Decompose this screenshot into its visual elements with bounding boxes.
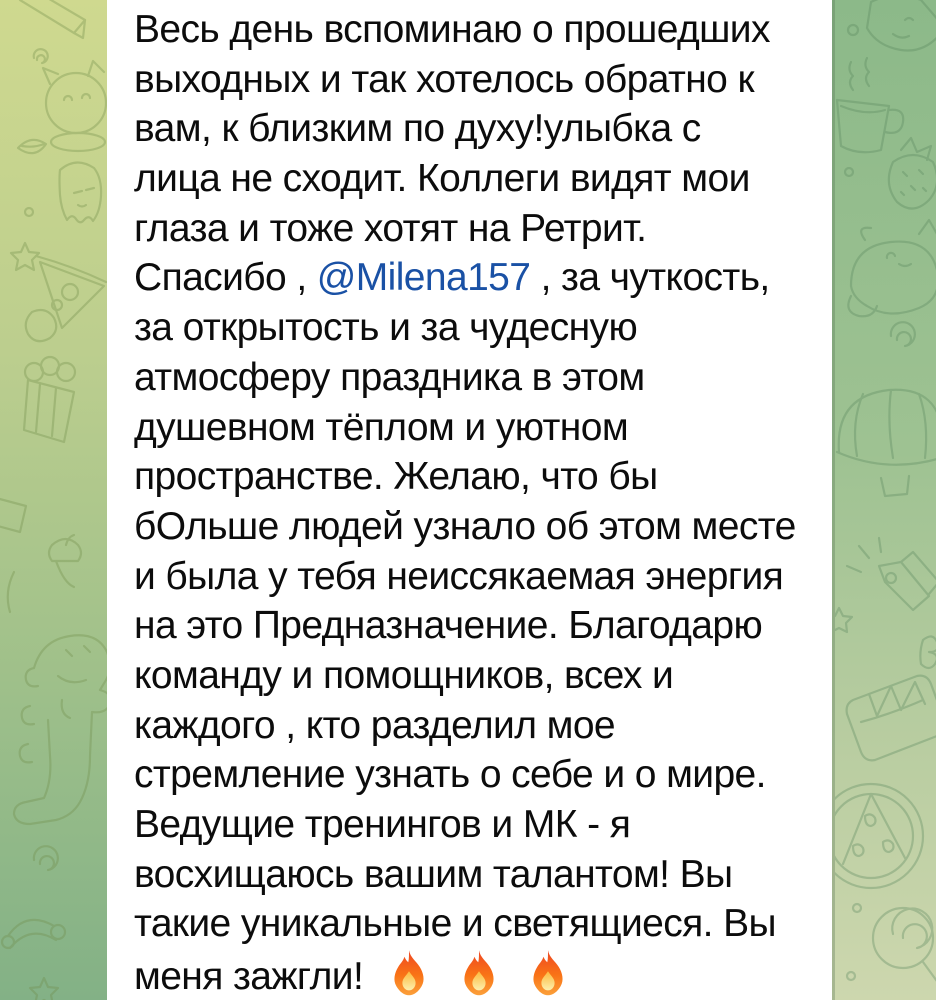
doodle-ghost-icon	[60, 162, 102, 222]
message-text: меня зажгли!	[134, 955, 364, 999]
message-line: такие уникальные и светящиеся. Вы	[134, 902, 776, 946]
message-line: вам, к близким по духу!улыбка с	[134, 107, 701, 151]
doodle-pizza-icon	[835, 784, 923, 888]
message-line: восхищаюсь вашим талантом! Вы	[134, 852, 733, 896]
doodle-popcorn-icon	[24, 357, 75, 442]
message-bubble	[107, 0, 832, 1000]
chat-background-right	[832, 0, 936, 1000]
message-line: стремление узнать о себе и о мире.	[134, 753, 766, 797]
fire-emoji-icon	[456, 949, 502, 997]
message-text: , за чуткость,	[530, 256, 770, 300]
doodle-dino-icon	[14, 635, 107, 824]
doodle-curve-icon	[8, 572, 14, 612]
doodle-swirl-icon	[891, 322, 915, 346]
doodle-hot-air-balloon-icon	[837, 390, 936, 496]
message-line: лица не сходит. Коллеги видят мои	[134, 157, 750, 201]
doodle-cup-icon	[0, 498, 26, 532]
doodle-chocolate-icon	[847, 676, 936, 761]
message-line: и была у тебя неиссякаемая энергия	[134, 554, 784, 598]
doodle-lollipop-icon	[847, 904, 936, 984]
doodle-bow-icon	[920, 636, 936, 668]
message-line: на это Предназначение. Благодарю	[134, 604, 763, 648]
doodle-dot-icon	[25, 208, 33, 216]
doodle-bunny-icon	[867, 0, 936, 51]
message-line: пространстве. Желаю, что бы	[134, 455, 658, 499]
message-line: выходных и так хотелось обратно к	[134, 57, 754, 101]
fire-emoji-icon	[525, 949, 571, 997]
doodle-cat-icon	[43, 61, 106, 151]
doodle-pencil-icon	[20, 0, 85, 38]
message-text: Спасибо ,	[134, 256, 317, 300]
message-line: Ведущие тренингов и МК - я	[134, 803, 631, 846]
message-line	[134, 253, 832, 303]
doodle-flashlight-icon	[847, 538, 936, 610]
message-line: атмосферу праздника в этом	[134, 355, 645, 399]
doodle-worm-icon	[2, 920, 65, 948]
doodle-pattern-right	[835, 0, 936, 1000]
mention-link[interactable]: @Milena157	[316, 256, 531, 300]
message-line: душевном тёплом и уютном	[134, 405, 629, 449]
doodle-strawberry-icon	[889, 138, 936, 209]
doodle-acorn-icon	[49, 535, 81, 587]
doodle-dot-icon	[848, 25, 858, 35]
doodle-star-icon	[835, 608, 852, 632]
message-line: каждого , кто разделил мое	[134, 703, 616, 747]
doodle-star-icon	[11, 243, 39, 270]
doodle-star-icon	[30, 978, 58, 1000]
fire-emoji-icon	[386, 949, 432, 997]
doodle-sleeping-cat-icon	[848, 220, 936, 316]
doodle-pizza-slice-icon	[36, 256, 106, 328]
message-line: глаза и тоже хотят на Ретрит.	[134, 206, 647, 250]
message-line: за открытость и за чудесную	[134, 306, 638, 350]
doodle-squiggle-icon	[34, 49, 48, 63]
doodle-swirl-icon	[34, 846, 58, 870]
message-line: бОльше людей узнало об этом месте	[134, 504, 796, 548]
doodle-teacup-icon	[837, 58, 903, 152]
doodle-leaf-icon	[18, 140, 46, 153]
doodle-egg-icon	[26, 310, 57, 341]
message-line: команду и помощников, всех и	[134, 653, 674, 697]
message-line	[134, 949, 832, 999]
message-line: Весь день вспоминаю о прошедших	[134, 8, 770, 51]
doodle-dot-icon	[845, 168, 853, 176]
chat-background-left	[0, 0, 107, 1000]
doodle-pattern-left	[0, 0, 107, 1000]
